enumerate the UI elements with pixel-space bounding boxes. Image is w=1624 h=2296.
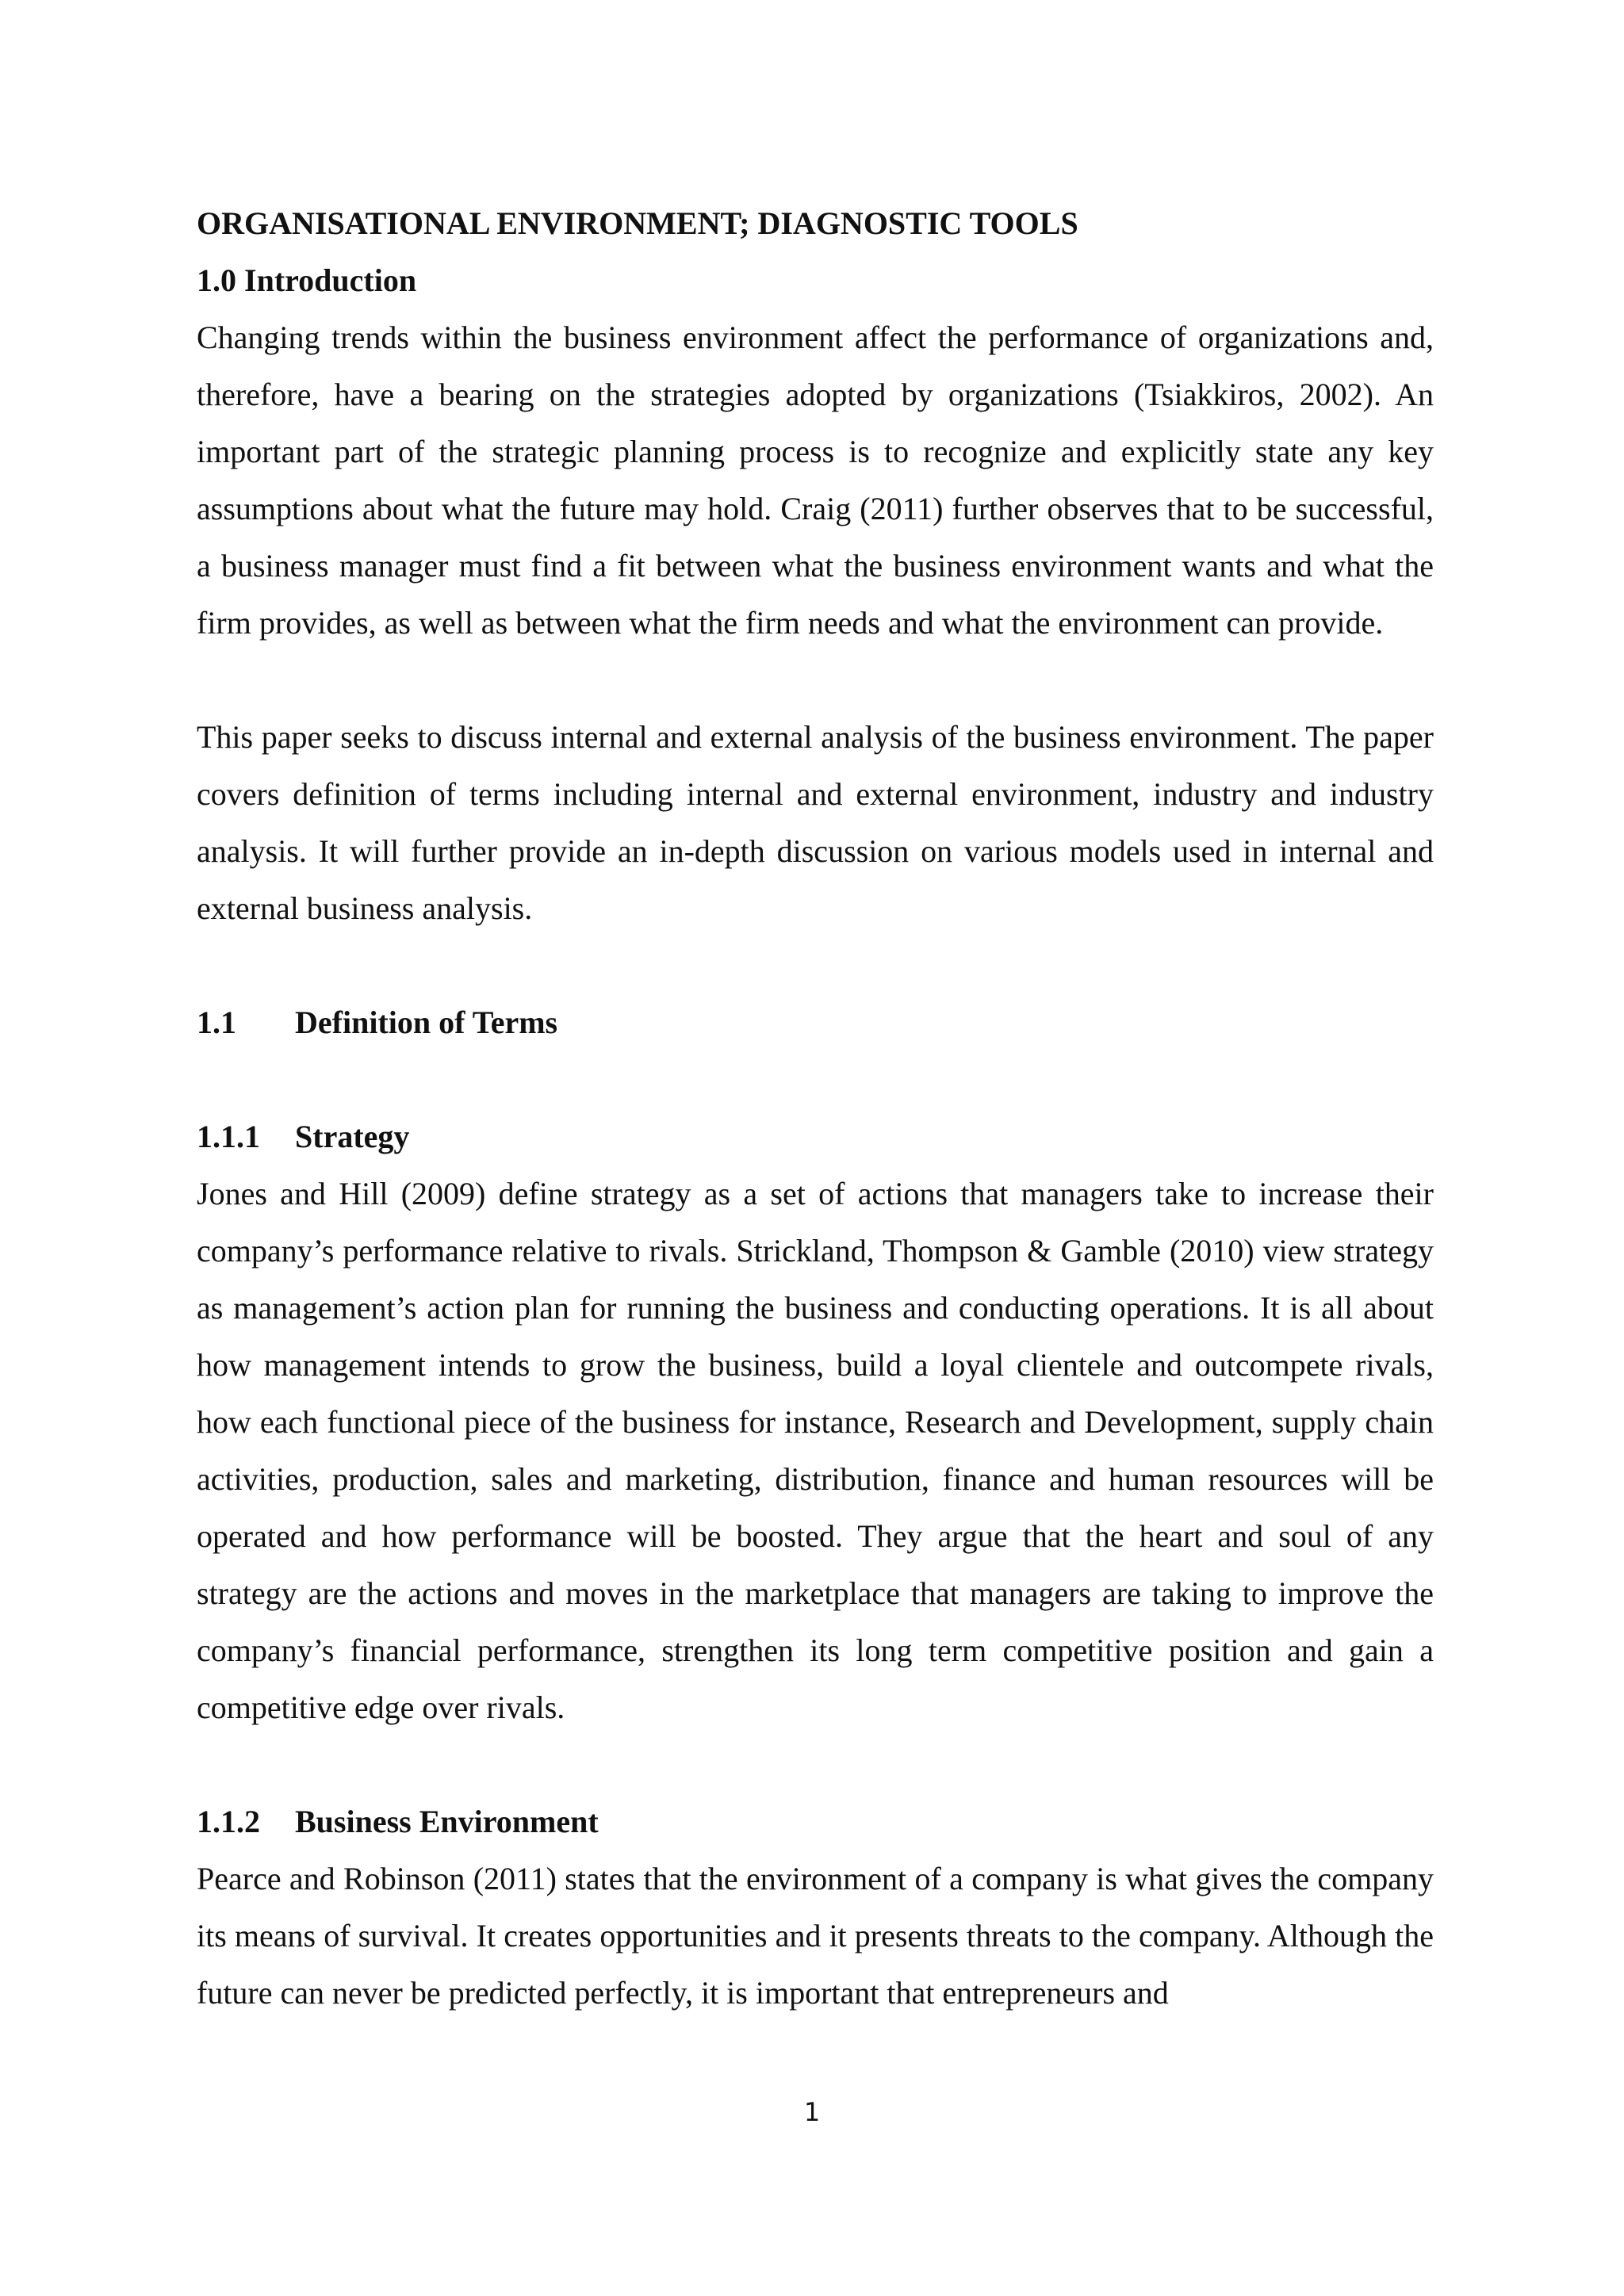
paragraph-spacer	[197, 937, 1434, 994]
paragraph-spacer	[197, 1736, 1434, 1793]
page-number: 1	[803, 2097, 821, 2127]
section-heading-business-environment	[197, 1793, 1434, 1850]
paragraph-spacer	[197, 652, 1434, 709]
strategy-paragraph: Jones and Hill (2009) define strategy as a set of actions that managers take to increase their company’s performance relative to rivals. Strickland, Thompson & Gamble (2010) view strategy as management’s action plan for running the business and conducting operations. It is all about how management intends to grow the business, build a loyal clientele and outcompete rivals, how each functional piece of the business for instance, Research and Development, supply chain activities, production, sales and marketing, distribution, finance and human resources will be operated and how performance will be boosted. They argue that the heart and soul of any strategy are the actions and moves in the marketplace that managers are taking to improve the company’s financial performance, strengthen its long term competitive position and gain a competitive edge over rivals.	[197, 1176, 1434, 1725]
section-number: 1.1.1	[197, 1119, 260, 1154]
intro-paragraph-2: This paper seeks to discuss internal and external analysis of the business environment. The paper covers definition of terms including internal and external environment, industry and industry analysis. It will further provide an in-depth discussion on various models used in internal and external business analysis.	[197, 719, 1434, 926]
intro-paragraph-1: Changing trends within the business environment affect the performance of organizations and, therefore, have a bearing on the strategies adopted by organizations (Tsiakkiros, 2002). An important part of the strategic planning process is to recognize and explicitly state any key assumptions about what the future may hold. Craig (2011) further observes that to be successful, a business manager must find a fit between what the business environment wants and what the firm provides, as well as between what the firm needs and what the environment can provide.	[197, 320, 1434, 641]
section-heading-definition-of-terms	[197, 994, 1434, 1051]
section-number: 1.1	[197, 1004, 236, 1040]
intro-heading: 1.0 Introduction	[197, 262, 417, 298]
section-title: Business Environment	[295, 1804, 599, 1839]
paragraph-spacer	[197, 1051, 1434, 1108]
document-title: ORGANISATIONAL ENVIRONMENT; DIAGNOSTIC TOOLS	[197, 205, 1078, 241]
section-heading-strategy	[197, 1108, 1434, 1165]
section-title: Definition of Terms	[295, 1004, 558, 1040]
section-title: Strategy	[295, 1119, 410, 1154]
section-number: 1.1.2	[197, 1804, 260, 1839]
business-environment-paragraph: Pearce and Robinson (2011) states that the environment of a company is what gives the company its means of survival. It creates opportunities and it presents threats to the company. Although the future can never be predicted perfectly, it is important that entrepreneurs and	[197, 1861, 1434, 2011]
page-content	[197, 195, 1434, 2022]
